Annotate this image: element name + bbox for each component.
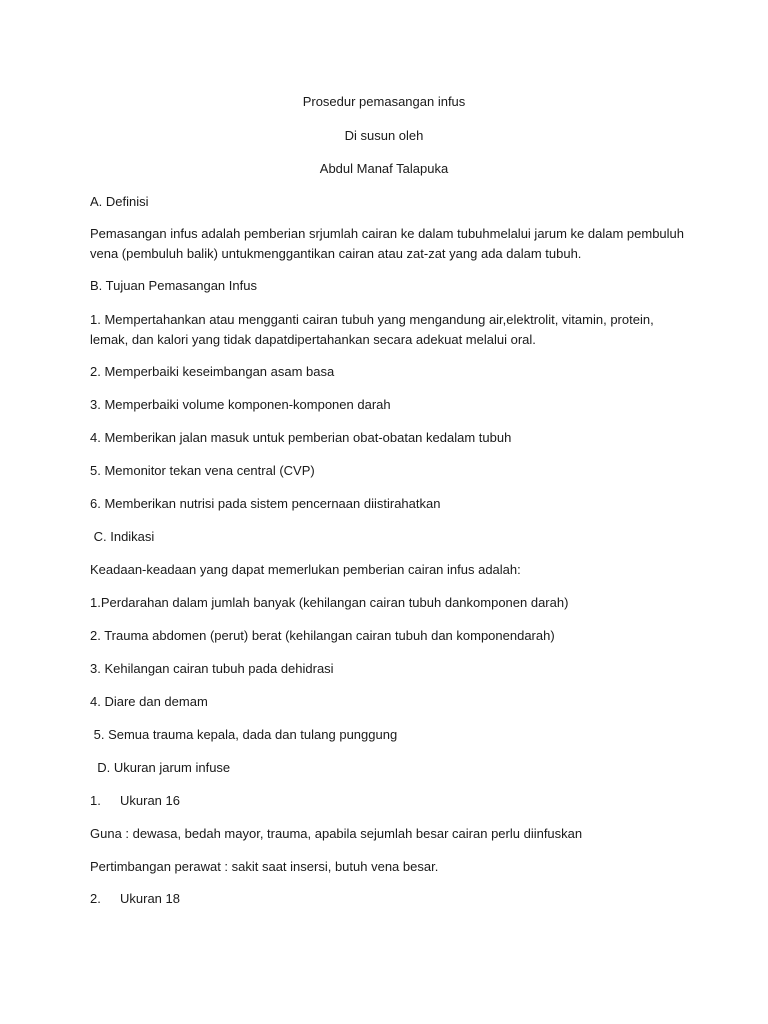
section-c-item-5: 5. Semua trauma kepala, dada dan tulang punggung [90, 727, 398, 742]
section-c-item-4: 4. Diare dan demam [90, 694, 208, 709]
section-c-item-2: 2. Trauma abdomen (perut) berat (kehilangan cairan tubuh dan komponendarah) [90, 628, 555, 643]
section-b-item-4: 4. Memberikan jalan masuk untuk pemberian obat-obatan kedalam tubuh [90, 430, 512, 445]
section-c-intro: Keadaan-keadaan yang dapat memerlukan pemberian cairan infus adalah: [90, 562, 521, 577]
document-subtitle: Di susun oleh [344, 128, 424, 143]
section-d-item-2-number: 2. [90, 891, 101, 906]
section-c-item-1: 1.Perdarahan dalam jumlah banyak (kehilangan cairan tubuh dankomponen darah) [90, 595, 569, 610]
section-a-heading: A. Definisi [90, 194, 149, 209]
section-b-item-1: 1. Mempertahankan atau mengganti cairan tubuh yang mengandung air,elektrolit, vitamin, protein, lemak, dan kalori yang tidak dapatdipertahankan secara adekuat melalui oral. [90, 312, 654, 347]
section-b-item-5: 5. Memonitor tekan vena central (CVP) [90, 463, 315, 478]
section-b-item-6: 6. Memberikan nutrisi pada sistem pencernaan diistirahatkan [90, 496, 441, 511]
section-d-item-1-number: 1. [90, 793, 101, 808]
section-d-item-1-label: Ukuran 16 [120, 793, 180, 808]
section-a-paragraph: Pemasangan infus adalah pemberian srjumlah cairan ke dalam tubuhmelalui jarum ke dalam pembuluh vena (pembuluh balik) untukmenggantikan cairan atau zat-zat yang ada dalam tubuh. [90, 226, 685, 261]
section-b-heading: B. Tujuan Pemasangan Infus [90, 278, 257, 293]
section-d-item-2-label: Ukuran 18 [120, 891, 180, 906]
section-b-item-2: 2. Memperbaiki keseimbangan asam basa [90, 364, 335, 379]
section-c-heading: C. Indikasi [90, 529, 155, 544]
section-d-heading: D. Ukuran jarum infuse [90, 760, 231, 775]
section-d-item-1-guna: Guna : dewasa, bedah mayor, trauma, apabila sejumlah besar cairan perlu diinfuskan [90, 826, 583, 841]
document-author: Abdul Manaf Talapuka [319, 161, 449, 176]
section-c-item-3: 3. Kehilangan cairan tubuh pada dehidrasi [90, 661, 334, 676]
section-b-item-3: 3. Memperbaiki volume komponen-komponen darah [90, 397, 391, 412]
document-title: Prosedur pemasangan infus [302, 94, 466, 109]
section-d-item-1-pertimbangan: Pertimbangan perawat : sakit saat insersi, butuh vena besar. [90, 859, 439, 874]
